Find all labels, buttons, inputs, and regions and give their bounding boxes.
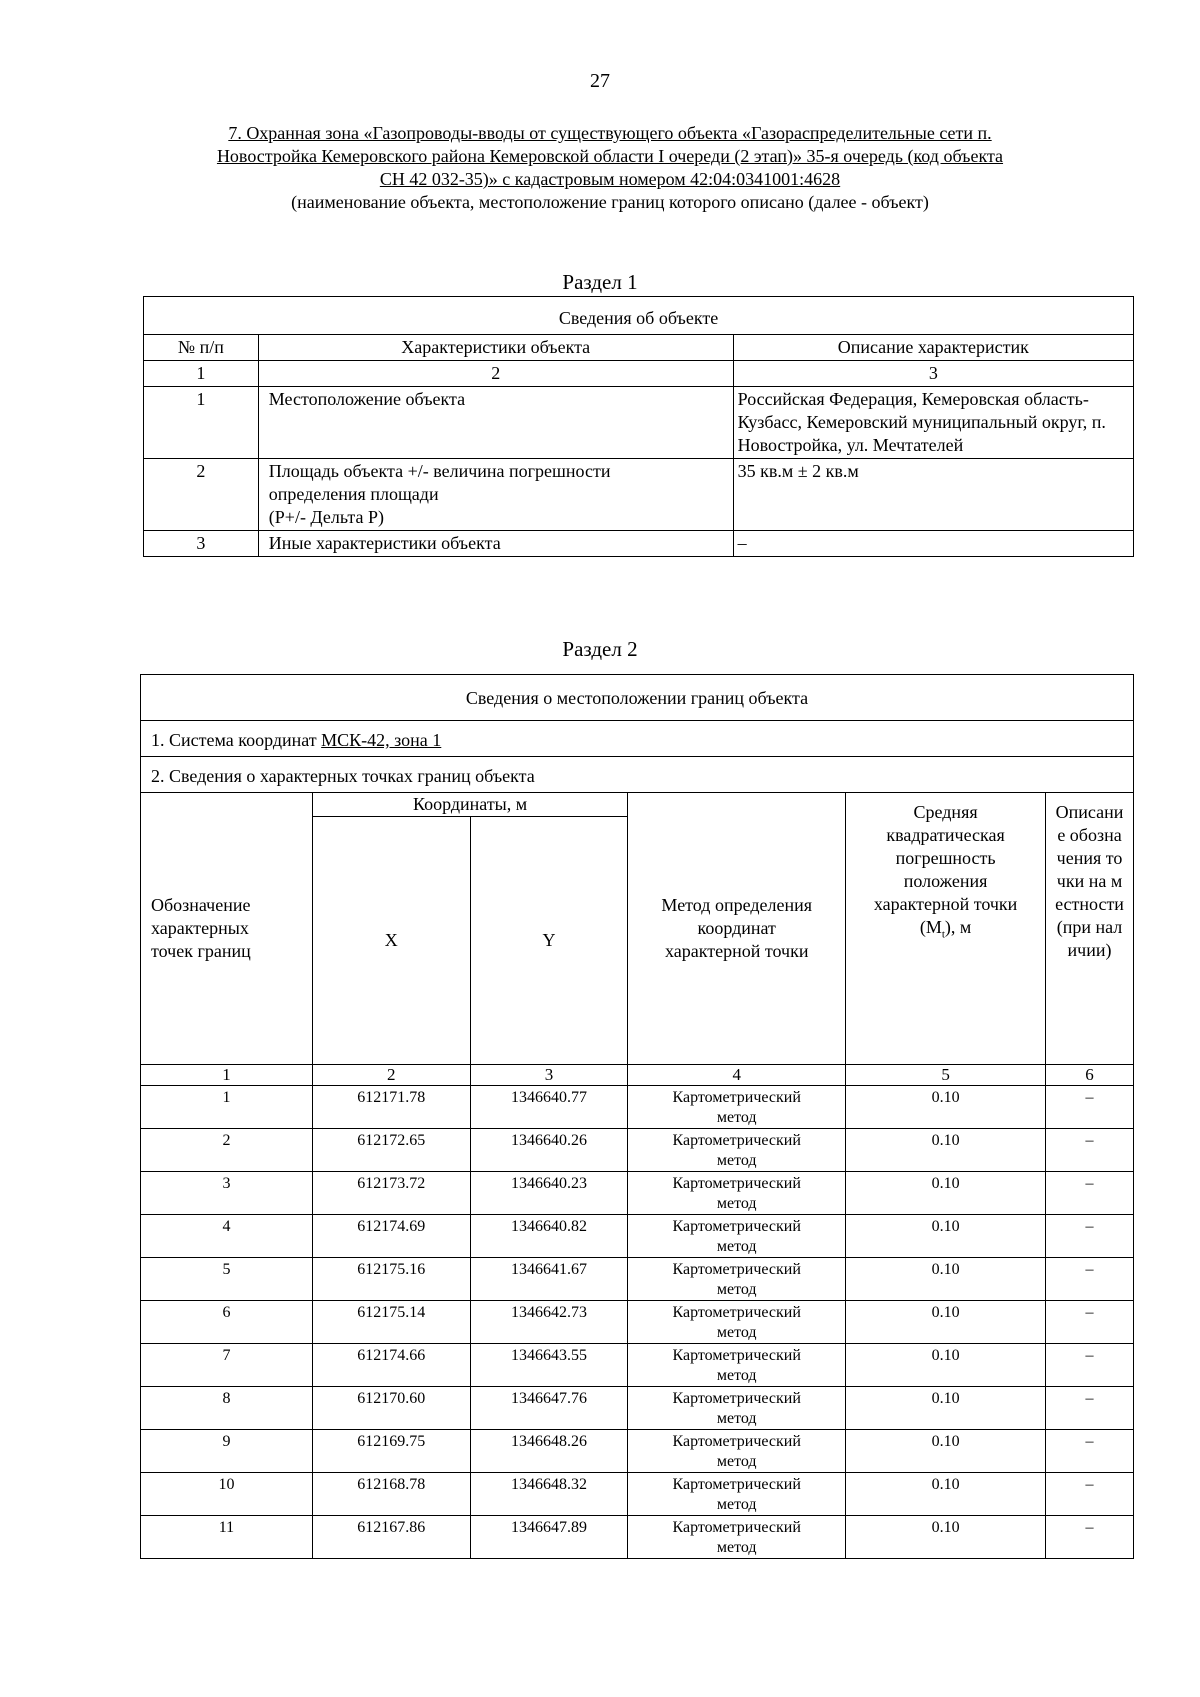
column-header-description: Описание характеристик: [733, 335, 1133, 361]
point-method: [628, 1430, 846, 1473]
characteristic-description: 35 кв.м ± 2 кв.м: [733, 459, 1133, 531]
point-description-header-text: Описание обозначения точки на местности (при наличии): [1055, 802, 1124, 960]
characteristic-description: –: [733, 531, 1133, 557]
point-method: [628, 1086, 846, 1129]
point-y: 1346643.55: [470, 1344, 628, 1387]
column-number-2: 2: [258, 361, 733, 387]
point-x: 612170.60: [312, 1387, 470, 1430]
point-number: 6: [141, 1301, 313, 1344]
point-method-text: Картометрический метод: [672, 1347, 801, 1384]
point-number: 8: [141, 1387, 313, 1430]
point-method-text: Картометрический метод: [672, 1089, 801, 1126]
point-x: 612175.16: [312, 1258, 470, 1301]
point-y: 1346647.89: [470, 1516, 628, 1559]
point-method: [628, 1258, 846, 1301]
point-y: 1346642.73: [470, 1301, 628, 1344]
point-y: 1346648.32: [470, 1473, 628, 1516]
point-error: 0.10: [846, 1301, 1046, 1344]
point-description: –: [1046, 1258, 1134, 1301]
point-description: –: [1046, 1301, 1134, 1344]
point-error: 0.10: [846, 1430, 1046, 1473]
point-method: [628, 1344, 846, 1387]
page-number: 27: [590, 70, 610, 92]
point-method: [628, 1387, 846, 1430]
column-number-3: 3: [470, 1065, 628, 1086]
point-error: 0.10: [846, 1258, 1046, 1301]
point-description: –: [1046, 1215, 1134, 1258]
point-number: 11: [141, 1516, 313, 1559]
boundary-table-title: Сведения о местоположении границ объекта: [141, 675, 1134, 721]
point-number: 5: [141, 1258, 313, 1301]
object-info-table-title: Сведения об объекте: [144, 297, 1134, 335]
characteristic-name: Иные характеристики объекта: [258, 531, 733, 557]
point-method-text: Картометрический метод: [672, 1175, 801, 1212]
column-header-characteristic: Характеристики объекта: [258, 335, 733, 361]
point-description: –: [1046, 1516, 1134, 1559]
method-header-text: Метод определения координат характерной точки: [661, 895, 812, 961]
coordinate-system-label: 1. Система координат: [151, 730, 322, 750]
point-error: 0.10: [846, 1473, 1046, 1516]
point-method: [628, 1516, 846, 1559]
table-row: [141, 1430, 1134, 1473]
characteristic-name: [258, 459, 733, 531]
point-description: –: [1046, 1344, 1134, 1387]
column-header-designation: [141, 793, 313, 1065]
column-header-number: № п/п: [144, 335, 259, 361]
column-header-y: Y: [470, 817, 628, 1065]
column-number-2: 2: [312, 1065, 470, 1086]
point-description: –: [1046, 1387, 1134, 1430]
table-row: [141, 1301, 1134, 1344]
point-x: 612174.66: [312, 1344, 470, 1387]
error-header-sub: t: [941, 928, 945, 941]
designation-header-text: Обозначение характерных точек границ: [151, 895, 251, 961]
table-row: [141, 1086, 1134, 1129]
point-error: 0.10: [846, 1215, 1046, 1258]
object-header: [150, 122, 1070, 214]
point-method-text: Картометрический метод: [672, 1304, 801, 1341]
point-method: [628, 1172, 846, 1215]
characteristic-name-line: (Р+/- Дельта Р): [268, 507, 385, 527]
characteristic-name-line: Площадь объекта +/- величина погрешности определения площади: [268, 461, 611, 504]
column-number-6: 6: [1046, 1065, 1134, 1086]
point-method-text: Картометрический метод: [672, 1132, 801, 1169]
point-method: [628, 1301, 846, 1344]
object-title-line-1: 7. Охранная зона «Газопроводы-вводы от существующего объекта «Газораспределительные сети п.: [228, 123, 992, 143]
object-info-table: [143, 296, 1134, 557]
point-method-text: Картометрический метод: [672, 1519, 801, 1556]
point-x: 612174.69: [312, 1215, 470, 1258]
column-number-4: 4: [628, 1065, 846, 1086]
point-number: 2: [141, 1129, 313, 1172]
column-header-method: [628, 793, 846, 1065]
point-description: –: [1046, 1473, 1134, 1516]
table-row: [141, 1516, 1134, 1559]
point-description: –: [1046, 1172, 1134, 1215]
column-header-error: [846, 793, 1046, 1065]
column-number-5: 5: [846, 1065, 1046, 1086]
error-header-tail: ), м: [944, 917, 972, 937]
table-row: [141, 1258, 1134, 1301]
point-y: 1346640.26: [470, 1129, 628, 1172]
point-number: 4: [141, 1215, 313, 1258]
coordinate-system-row: [141, 721, 1134, 757]
point-x: 612173.72: [312, 1172, 470, 1215]
point-y: 1346640.82: [470, 1215, 628, 1258]
column-number-1: 1: [141, 1065, 313, 1086]
table-row: [141, 1344, 1134, 1387]
point-number: 9: [141, 1430, 313, 1473]
error-header-text: [861, 801, 1031, 947]
point-x: 612168.78: [312, 1473, 470, 1516]
table-row: [141, 1215, 1134, 1258]
points-body: [141, 1086, 1134, 1559]
point-error: 0.10: [846, 1129, 1046, 1172]
row-number: 1: [144, 387, 259, 459]
characteristic-description: Российская Федерация, Кемеровская область-Кузбасс, Кемеровский муниципальный округ, п. Новостройка, ул. Мечтателей: [733, 387, 1133, 459]
point-x: 612172.65: [312, 1129, 470, 1172]
column-number-3: 3: [733, 361, 1133, 387]
point-method: [628, 1215, 846, 1258]
error-header-main: Средняя квадратическая погрешность положения характерной точки (M: [873, 802, 1018, 937]
point-method-text: Картометрический метод: [672, 1433, 801, 1470]
point-number: 7: [141, 1344, 313, 1387]
point-description: –: [1046, 1430, 1134, 1473]
characteristic-name: Местоположение объекта: [258, 387, 733, 459]
point-error: 0.10: [846, 1516, 1046, 1559]
point-method: [628, 1129, 846, 1172]
point-number: 3: [141, 1172, 313, 1215]
column-number-1: 1: [144, 361, 259, 387]
table-row: [144, 459, 1134, 531]
point-description: –: [1046, 1129, 1134, 1172]
point-description: –: [1046, 1086, 1134, 1129]
object-title-caption: (наименование объекта, местоположение границ которого описано (далее - объект): [291, 192, 929, 212]
point-x: 612171.78: [312, 1086, 470, 1129]
row-number: 3: [144, 531, 259, 557]
table-row: [144, 531, 1134, 557]
points-info-title: 2. Сведения о характерных точках границ объекта: [141, 757, 1134, 793]
column-header-point-description: [1046, 793, 1134, 1065]
point-x: 612169.75: [312, 1430, 470, 1473]
point-x: 612175.14: [312, 1301, 470, 1344]
point-error: 0.10: [846, 1172, 1046, 1215]
point-x: 612167.86: [312, 1516, 470, 1559]
point-method-text: Картометрический метод: [672, 1218, 801, 1255]
table-row: [141, 1172, 1134, 1215]
boundary-points-table: [140, 674, 1134, 1559]
point-error: 0.10: [846, 1344, 1046, 1387]
point-y: 1346640.77: [470, 1086, 628, 1129]
table-row: [141, 1473, 1134, 1516]
row-number: 2: [144, 459, 259, 531]
point-y: 1346641.67: [470, 1258, 628, 1301]
point-y: 1346640.23: [470, 1172, 628, 1215]
point-y: 1346648.26: [470, 1430, 628, 1473]
point-y: 1346647.76: [470, 1387, 628, 1430]
table-row: [141, 1129, 1134, 1172]
point-method-text: Картометрический метод: [672, 1261, 801, 1298]
object-title-line-3: СН 42 032-35)» с кадастровым номером 42:04:0341001:4628: [379, 169, 841, 189]
point-method-text: Картометрический метод: [672, 1476, 801, 1513]
column-header-coordinates: Координаты, м: [312, 793, 627, 817]
section-2-title: Раздел 2: [562, 637, 638, 661]
point-number: 10: [141, 1473, 313, 1516]
section-1-title: Раздел 1: [562, 270, 638, 294]
coordinate-system-value: МСК-42, зона 1: [321, 730, 442, 750]
point-method: [628, 1473, 846, 1516]
table-row: [144, 387, 1134, 459]
column-header-x: X: [312, 817, 470, 1065]
object-title-line-2: Новостройка Кемеровского района Кемеровской области I очереди (2 этап)» 35-я очередь (код объекта: [216, 146, 1004, 166]
point-method-text: Картометрический метод: [672, 1390, 801, 1427]
point-error: 0.10: [846, 1387, 1046, 1430]
point-number: 1: [141, 1086, 313, 1129]
point-error: 0.10: [846, 1086, 1046, 1129]
table-row: [141, 1387, 1134, 1430]
